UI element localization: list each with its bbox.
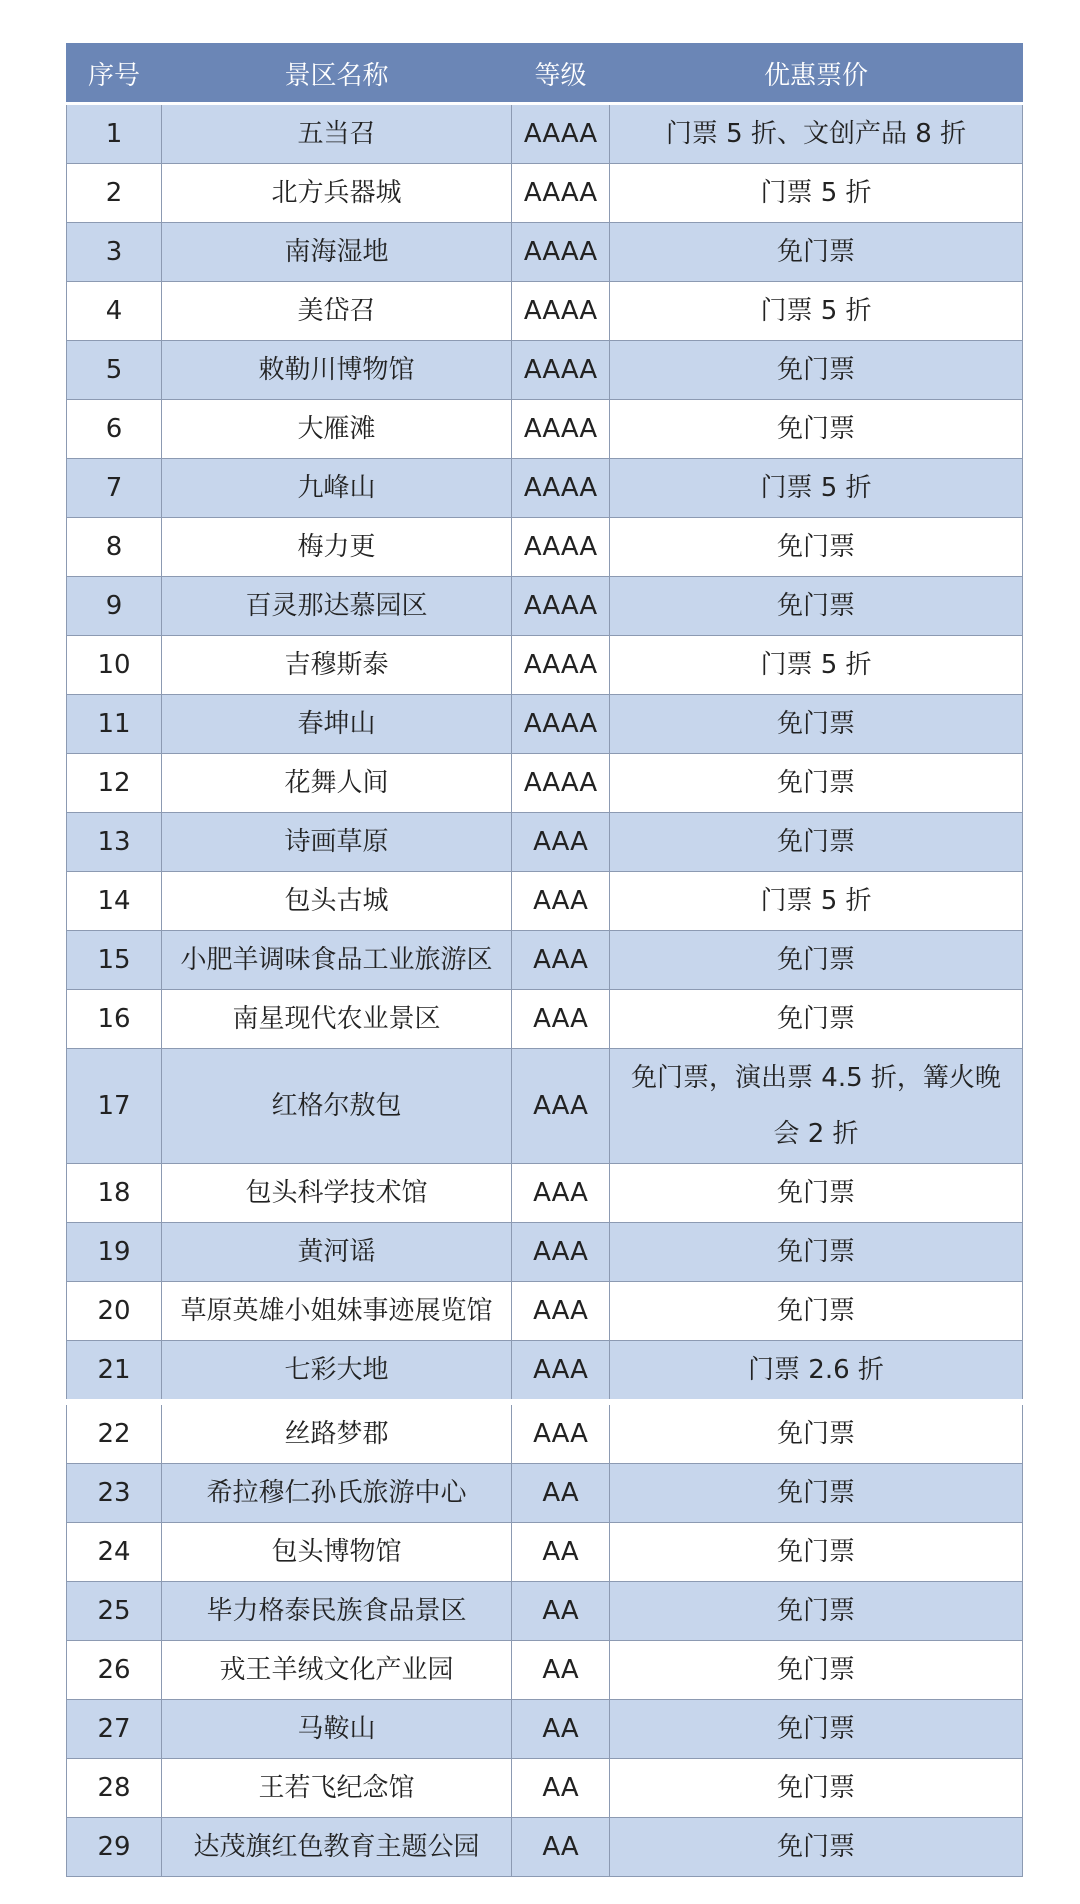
cell-name: 梅力更: [162, 518, 512, 577]
cell-level: AA: [512, 1523, 610, 1582]
cell-price: 门票 5 折: [610, 636, 1023, 695]
table-body: [67, 104, 1023, 1877]
cell-name: 包头古城: [162, 872, 512, 931]
table-row: [67, 459, 1023, 518]
cell-no: 4: [67, 282, 162, 341]
cell-price: 免门票: [610, 577, 1023, 636]
cell-no: 5: [67, 341, 162, 400]
cell-level: AAAA: [512, 282, 610, 341]
table-row: [67, 636, 1023, 695]
cell-level: AAAA: [512, 518, 610, 577]
table-row: [67, 754, 1023, 813]
cell-name: 马鞍山: [162, 1700, 512, 1759]
cell-price: 免门票: [610, 813, 1023, 872]
cell-level: AA: [512, 1759, 610, 1818]
header-level: 等级: [512, 44, 610, 104]
cell-price: 门票 5 折、文创产品 8 折: [610, 104, 1023, 164]
cell-level: AAAA: [512, 459, 610, 518]
cell-price: 免门票: [610, 1402, 1023, 1464]
cell-price: 免门票: [610, 1641, 1023, 1700]
header-price: 优惠票价: [610, 44, 1023, 104]
cell-no: 25: [67, 1582, 162, 1641]
table-row: [67, 1402, 1023, 1464]
cell-no: 12: [67, 754, 162, 813]
cell-no: 18: [67, 1164, 162, 1223]
cell-price: 免门票: [610, 1282, 1023, 1341]
cell-price: 免门票: [610, 754, 1023, 813]
cell-name: 五当召: [162, 104, 512, 164]
cell-no: 1: [67, 104, 162, 164]
cell-level: AAA: [512, 1282, 610, 1341]
cell-no: 21: [67, 1341, 162, 1403]
cell-level: AAA: [512, 990, 610, 1049]
table-row: [67, 1049, 1023, 1164]
cell-name: 花舞人间: [162, 754, 512, 813]
cell-price: 门票 5 折: [610, 872, 1023, 931]
cell-name: 诗画草原: [162, 813, 512, 872]
cell-price: 免门票: [610, 990, 1023, 1049]
cell-no: 19: [67, 1223, 162, 1282]
cell-level: AAAA: [512, 754, 610, 813]
cell-name: 草原英雄小姐妹事迹展览馆: [162, 1282, 512, 1341]
cell-price: 门票 5 折: [610, 282, 1023, 341]
cell-level: AAA: [512, 1049, 610, 1164]
cell-level: AA: [512, 1641, 610, 1700]
cell-price: 门票 5 折: [610, 164, 1023, 223]
cell-no: 17: [67, 1049, 162, 1164]
cell-no: 8: [67, 518, 162, 577]
cell-level: AAA: [512, 1402, 610, 1464]
cell-name: 春坤山: [162, 695, 512, 754]
cell-no: 9: [67, 577, 162, 636]
cell-price: 免门票: [610, 1818, 1023, 1877]
cell-price: 免门票: [610, 1523, 1023, 1582]
cell-name: 南星现代农业景区: [162, 990, 512, 1049]
table-row: [67, 577, 1023, 636]
cell-level: AAAA: [512, 104, 610, 164]
table-row: [67, 1641, 1023, 1700]
table-header: [67, 44, 1023, 104]
cell-level: AAAA: [512, 695, 610, 754]
cell-name: 王若飞纪念馆: [162, 1759, 512, 1818]
cell-name: 黄河谣: [162, 1223, 512, 1282]
cell-no: 26: [67, 1641, 162, 1700]
cell-level: AA: [512, 1582, 610, 1641]
cell-no: 16: [67, 990, 162, 1049]
cell-price: 免门票: [610, 1223, 1023, 1282]
cell-level: AAA: [512, 1341, 610, 1403]
table-row: [67, 104, 1023, 164]
cell-name: 吉穆斯泰: [162, 636, 512, 695]
table-row: [67, 400, 1023, 459]
cell-no: 3: [67, 223, 162, 282]
header-no: 序号: [67, 44, 162, 104]
cell-name: 希拉穆仁孙氏旅游中心: [162, 1464, 512, 1523]
cell-no: 13: [67, 813, 162, 872]
cell-name: 敕勒川博物馆: [162, 341, 512, 400]
cell-no: 27: [67, 1700, 162, 1759]
cell-no: 24: [67, 1523, 162, 1582]
table-row: [67, 1282, 1023, 1341]
cell-name: 北方兵器城: [162, 164, 512, 223]
table-row: [67, 1223, 1023, 1282]
cell-price: 免门票，演出票 4.5 折，篝火晚会 2 折: [610, 1049, 1023, 1164]
cell-name: 小肥羊调味食品工业旅游区: [162, 931, 512, 990]
cell-name: 达茂旗红色教育主题公园: [162, 1818, 512, 1877]
cell-no: 28: [67, 1759, 162, 1818]
cell-price: 免门票: [610, 341, 1023, 400]
cell-name: 丝路梦郡: [162, 1402, 512, 1464]
cell-no: 20: [67, 1282, 162, 1341]
cell-no: 29: [67, 1818, 162, 1877]
cell-price: 免门票: [610, 223, 1023, 282]
cell-no: 23: [67, 1464, 162, 1523]
cell-name: 大雁滩: [162, 400, 512, 459]
cell-price: 免门票: [610, 1700, 1023, 1759]
cell-no: 7: [67, 459, 162, 518]
table-row: [67, 341, 1023, 400]
cell-name: 七彩大地: [162, 1341, 512, 1403]
cell-price: 门票 2.6 折: [610, 1341, 1023, 1403]
cell-price: 免门票: [610, 695, 1023, 754]
cell-level: AAA: [512, 931, 610, 990]
header-row: [67, 44, 1023, 104]
table-row: [67, 1523, 1023, 1582]
table-row: [67, 1164, 1023, 1223]
table-row: [67, 1464, 1023, 1523]
cell-price: 免门票: [610, 400, 1023, 459]
table-row: [67, 872, 1023, 931]
cell-name: 百灵那达慕园区: [162, 577, 512, 636]
table-row: [67, 990, 1023, 1049]
cell-price: 免门票: [610, 518, 1023, 577]
cell-price: 免门票: [610, 931, 1023, 990]
cell-no: 10: [67, 636, 162, 695]
cell-level: AA: [512, 1700, 610, 1759]
cell-name: 红格尔敖包: [162, 1049, 512, 1164]
cell-name: 戎王羊绒文化产业园: [162, 1641, 512, 1700]
cell-price: 免门票: [610, 1759, 1023, 1818]
table-row: [67, 1818, 1023, 1877]
cell-no: 14: [67, 872, 162, 931]
table-row: [67, 1759, 1023, 1818]
cell-no: 2: [67, 164, 162, 223]
table-row: [67, 1582, 1023, 1641]
cell-name: 包头博物馆: [162, 1523, 512, 1582]
table-row: [67, 164, 1023, 223]
cell-level: AAA: [512, 1223, 610, 1282]
cell-no: 11: [67, 695, 162, 754]
table-row: [67, 223, 1023, 282]
scenic-spot-discount-table: [66, 43, 1022, 1877]
cell-level: AAAA: [512, 400, 610, 459]
cell-level: AA: [512, 1464, 610, 1523]
table-row: [67, 931, 1023, 990]
table-row: [67, 518, 1023, 577]
cell-level: AAAA: [512, 636, 610, 695]
cell-price: 免门票: [610, 1164, 1023, 1223]
cell-price: 门票 5 折: [610, 459, 1023, 518]
cell-level: AAAA: [512, 223, 610, 282]
cell-level: AAA: [512, 813, 610, 872]
cell-name: 毕力格泰民族食品景区: [162, 1582, 512, 1641]
cell-no: 15: [67, 931, 162, 990]
cell-level: AAAA: [512, 577, 610, 636]
cell-level: AAA: [512, 872, 610, 931]
cell-level: AAAA: [512, 164, 610, 223]
cell-price: 免门票: [610, 1582, 1023, 1641]
table-row: [67, 1341, 1023, 1403]
cell-price: 免门票: [610, 1464, 1023, 1523]
table-row: [67, 1700, 1023, 1759]
cell-no: 22: [67, 1402, 162, 1464]
cell-level: AA: [512, 1818, 610, 1877]
discount-table: [66, 43, 1023, 1877]
cell-no: 6: [67, 400, 162, 459]
table-row: [67, 813, 1023, 872]
cell-name: 美岱召: [162, 282, 512, 341]
header-name: 景区名称: [162, 44, 512, 104]
table-row: [67, 695, 1023, 754]
cell-level: AAA: [512, 1164, 610, 1223]
cell-name: 九峰山: [162, 459, 512, 518]
cell-name: 南海湿地: [162, 223, 512, 282]
cell-level: AAAA: [512, 341, 610, 400]
cell-name: 包头科学技术馆: [162, 1164, 512, 1223]
table-row: [67, 282, 1023, 341]
